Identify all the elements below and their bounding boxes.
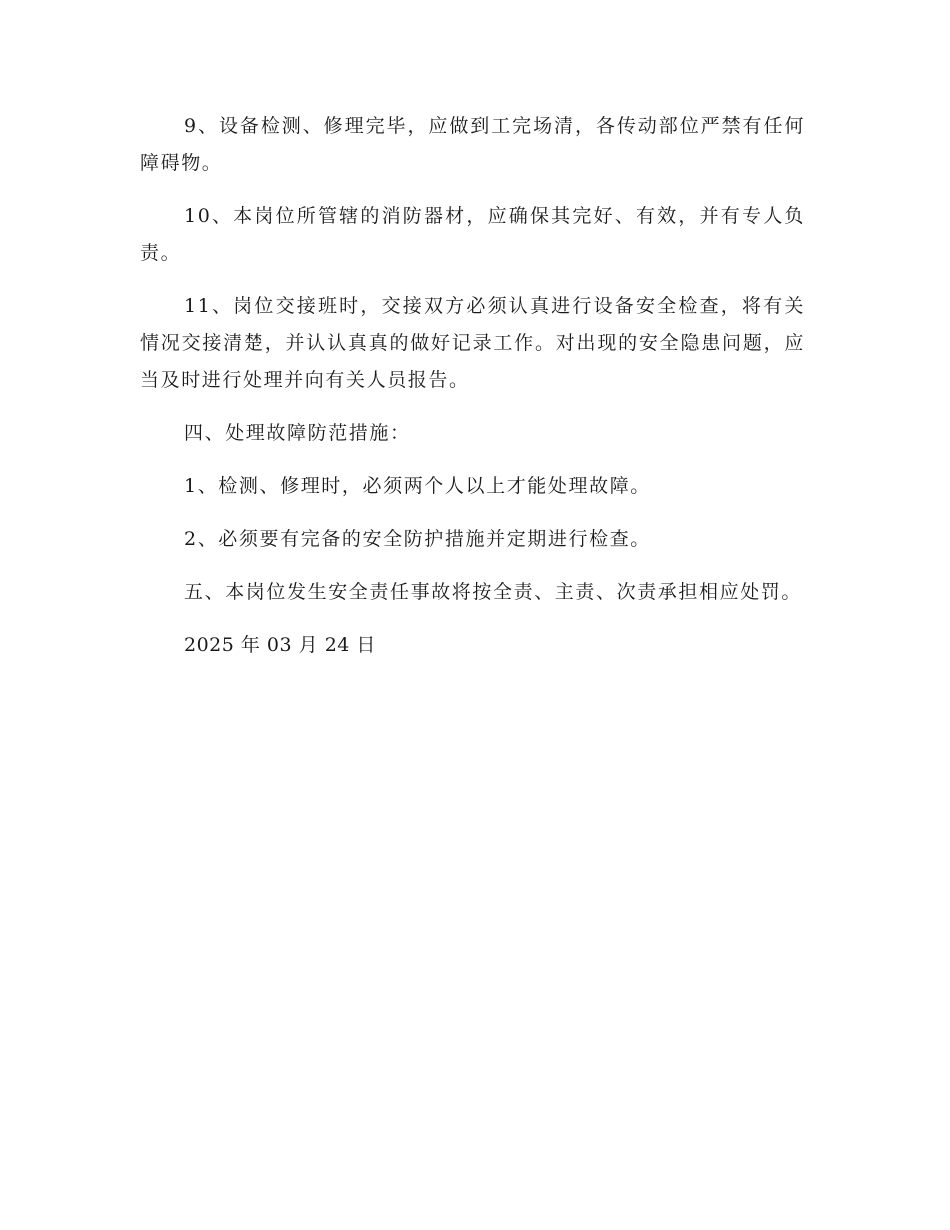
document-body xyxy=(140,108,805,680)
section-heading-fault-prevention: 四、处理故障防范措施： xyxy=(184,422,411,444)
paragraph-item-11: 11、岗位交接班时，交接双方必须认真进行设备安全检查，将有关情况交接清楚，并认认真真的做好记录工作。对出现的安全隐患问题，应当及时进行处理并向有关人员报告。 xyxy=(140,295,805,391)
paragraph-item-1: 1、检测、修理时，必须两个人以上才能处理故障。 xyxy=(184,475,651,497)
paragraph-item-9: 9、设备检测、修理完毕，应做到工完场清，各传动部位严禁有任何障碍物。 xyxy=(140,115,805,174)
document-date: 2025 年 03 月 24 日 xyxy=(184,634,376,656)
paragraph-item-10: 10、本岗位所管辖的消防器材，应确保其完好、有效，并有专人负责。 xyxy=(140,205,805,264)
section-heading-accident-liability: 五、本岗位发生安全责任事故将按全责、主责、次责承担相应处罚。 xyxy=(184,581,803,603)
paragraph-item-2: 2、必须要有完备的安全防护措施并定期进行检查。 xyxy=(184,528,651,550)
